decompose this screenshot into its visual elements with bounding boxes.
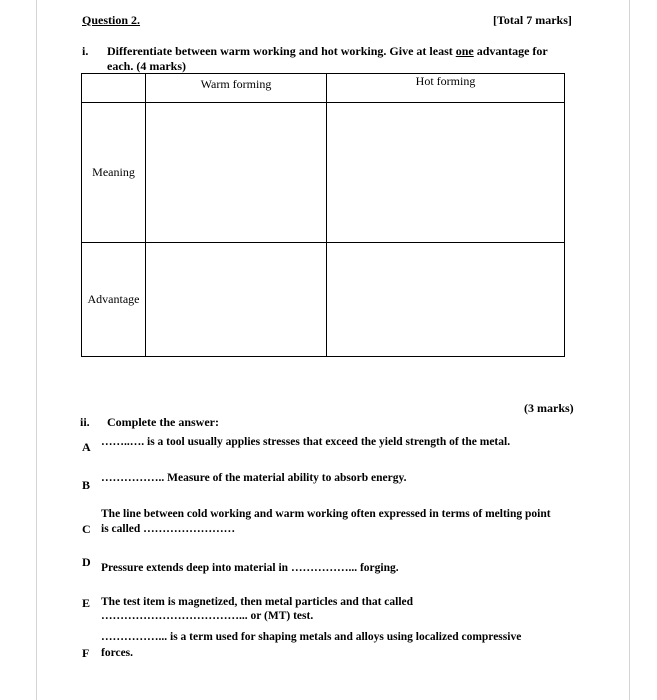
- answer-cell-hot-meaning[interactable]: [327, 103, 565, 243]
- item-text-f-line1: ……………... is a term used for shaping metals and alloys using localized compressive: [101, 631, 522, 643]
- column-header-warm: [146, 74, 327, 103]
- row-header-meaning: Meaning: [82, 103, 146, 243]
- item-text-e-line1: The test item is magnetized, then metal particles and that called: [101, 596, 414, 608]
- answer-cell-hot-advantage[interactable]: [327, 243, 565, 357]
- item-letter-a: A: [82, 440, 91, 454]
- table-row-meaning: [82, 103, 565, 243]
- answer-cell-warm-meaning[interactable]: [146, 103, 327, 243]
- column-header-hot-text: Hot forming: [415, 73, 476, 88]
- question-title: Question 2.: [82, 13, 141, 27]
- item-letter-b: B: [82, 478, 91, 492]
- part-ii-instruction: Complete the answer:: [107, 415, 219, 429]
- part-i-prompt-line2: each. (4 marks): [107, 59, 186, 73]
- item-text-a: ……..…. is a tool usually applies stresses that exceed the yield strength of the metal.: [101, 436, 511, 448]
- item-text-c-line1: The line between cold working and warm working often expressed in terms of melting point: [101, 508, 551, 520]
- item-letter-f: F: [82, 646, 90, 660]
- item-text-c-line2: is called ……………………: [101, 523, 236, 535]
- item-text-b: …………….. Measure of the material ability to absorb energy.: [101, 472, 407, 484]
- item-text-d: Pressure extends deep into material in ……………... forging.: [101, 562, 399, 574]
- item-letter-e: E: [82, 596, 91, 610]
- item-letter-c: C: [82, 522, 91, 536]
- column-header-hot: [327, 74, 565, 103]
- prompt-text-post: advantage for: [473, 44, 548, 58]
- item-text-f-line2: forces.: [101, 647, 134, 659]
- table-row-advantage: [82, 243, 565, 357]
- table-corner-cell: [82, 74, 146, 103]
- item-letter-d: D: [82, 555, 91, 569]
- part-i-numeral: i.: [82, 44, 89, 58]
- page-edge-right: [629, 0, 630, 700]
- item-text-e-line2: ………………………………... or (MT) test.: [101, 610, 314, 622]
- column-header-warm-text: Warm forming: [200, 76, 272, 91]
- answer-cell-warm-advantage[interactable]: [146, 243, 327, 357]
- answer-table: [81, 73, 565, 357]
- part-i-prompt-line1: [107, 44, 548, 59]
- prompt-text-emphasis: one: [455, 44, 474, 58]
- part-ii-marks: (3 marks): [524, 401, 574, 415]
- page-edge-left: [36, 0, 37, 700]
- part-ii-numeral: ii.: [80, 415, 90, 429]
- row-header-advantage: Advantage: [82, 243, 146, 357]
- table-header-row: [82, 74, 565, 103]
- prompt-text-pre: Differentiate between warm working and hot working. Give at least: [107, 44, 456, 58]
- total-marks: [Total 7 marks]: [493, 13, 572, 27]
